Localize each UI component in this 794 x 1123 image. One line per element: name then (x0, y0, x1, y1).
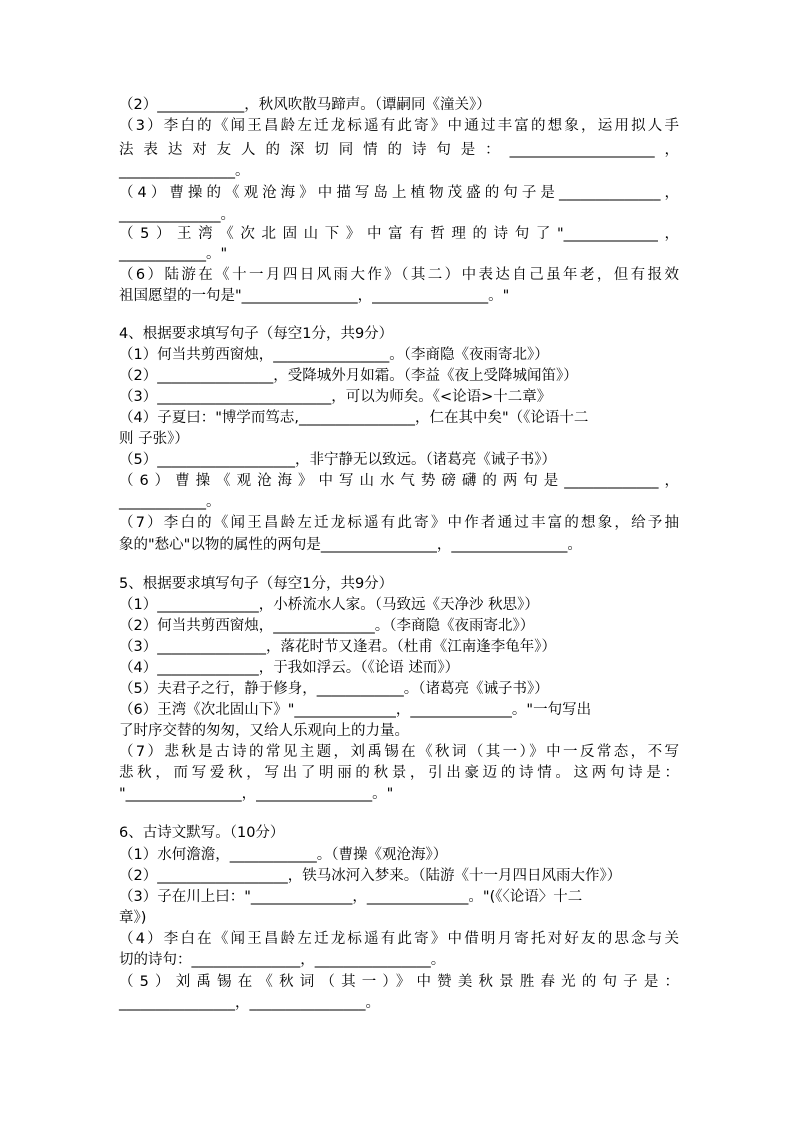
q3-item-4-line1: （4）曹操的《观沧海》中描写岛上植物茂盛的句子是______________， (119, 185, 679, 201)
q5-item-5: （5）夫君子之行，静于修身，____________。（诸葛亮《诫子书》） (119, 681, 549, 697)
q4-item-1: （1）何当共剪西窗烛，________________。（李商隐《夜雨寄北》） (119, 347, 549, 363)
q6-item-3-line2: 章》) (119, 910, 147, 926)
q4-item-4-line2: 则 子张》） (119, 431, 189, 447)
q6-item-2: （2）__________________，铁马冰河入梦来。（陆游《十一月四日风雨大作》） (119, 868, 622, 884)
q4-item-3: （3）________________________，可以为师矣。《<论语>十二章》 (119, 389, 552, 405)
q3-item-5-line1: （5）王湾《次北固山下》中富有哲理的诗句了"_____________， (119, 226, 679, 242)
section-6-heading: 6、古诗文默写。（10分） (119, 825, 285, 841)
q3-item-3-line1: （3）李白的《闻王昌龄左迁龙标遥有此寄》中通过丰富的想象，运用拟人手 (119, 118, 679, 134)
q6-item-5-line1: （5）刘禹锡在《秋词（其一）》中赞美秋景胜春光的句子是： (119, 974, 679, 990)
q4-item-7-line1: （7）李白的《闻王昌龄左迁龙标遥有此寄》中作者通过丰富的想象，给予抽 (119, 515, 679, 531)
q4-item-5: （5）___________________，非宁静无以致远。（诸葛亮《诫子书》） (119, 452, 556, 468)
q5-item-6-line2: 了时序交替的匆匆，又给人乐观向上的力量。 (119, 723, 409, 739)
q6-item-4-line2: 切的诗句：_______________，________________。 (119, 952, 446, 968)
q4-item-7-line2: 象的"愁心"以物的属性的两句是________________，________________。 (119, 537, 582, 553)
q3-item-4-line2: ______________。 (119, 207, 235, 223)
q4-item-6-line2: ____________。 (119, 494, 221, 510)
q6-item-4-line1: （4）李白在《闻王昌龄左迁龙标遥有此寄》中借明月寄托对好友的思念与关 (119, 931, 679, 947)
q6-item-5-line2: ________________，________________。 (119, 995, 380, 1011)
q5-item-7-line3: "________________，________________。" (119, 786, 394, 802)
q3-item-3-line3: ________________。 (119, 163, 250, 179)
q3-item-5-line2: ____________。" (119, 246, 228, 262)
q6-item-1: （1）水何澹澹，____________。（曹操《观沧海》） (119, 847, 448, 863)
q3-item-6-line2: 祖国愿望的一句是"________________，________________。" (119, 288, 510, 304)
q5-item-7-line1: （7）悲秋是古诗的常见主题，刘禹锡在《秋词（其一）》中一反常态，不写 (119, 744, 679, 760)
q3-item-6-line1: （6）陆游在《十一月四日风雨大作》（其二）中表达自己虽年老，但有报效 (119, 267, 679, 283)
q4-item-2: （2）________________，受降城外月如霜。（李益《夜上受降城闻笛》） (119, 368, 578, 384)
q6-item-3-line1: （3）子在川上曰："______________，______________。"(《〈论语〉十二 (119, 889, 583, 905)
q3-item-2: （2）____________，秋风吹散马蹄声。（谭嗣同《潼关》） (119, 97, 491, 113)
q4-item-6-line1: （6）曹操《观沧海》中写山水气势磅礴的两句是_____________， (119, 473, 679, 489)
q5-item-2: （2）何当共剪西窗烛，______________。（李商隐《夜雨寄北》） (119, 618, 535, 634)
q5-item-3: （3）_______________，落花时节又逢君。（杜甫《江南逢李龟年》） (119, 639, 556, 655)
q3-item-3-line2: 法表达对友人的深切同情的诗句是：____________________， (119, 142, 679, 158)
q4-item-4-line1: （4）子夏曰："博学而笃志,________________，仁在其中矣"（《论语十二 (119, 410, 589, 426)
q5-item-7-line2: 悲秋，而写爱秋，写出了明丽的秋景，引出豪迈的诗情。这两句诗是： (119, 765, 679, 781)
q5-item-4: （4）______________，于我如浮云。（《论语 述而》） (119, 660, 460, 676)
section-4-heading: 4、根据要求填写句子（每空1分，共9分） (119, 326, 394, 342)
q5-item-6-line1: （6）王湾《次北固山下》"______________，______________。"一句写出 (119, 702, 592, 718)
q5-item-1: （1）______________，小桥流水人家。（马致远《天净沙 秋思》） (119, 597, 539, 613)
section-5-heading: 5、根据要求填写句子（每空1分，共9分） (119, 576, 394, 592)
